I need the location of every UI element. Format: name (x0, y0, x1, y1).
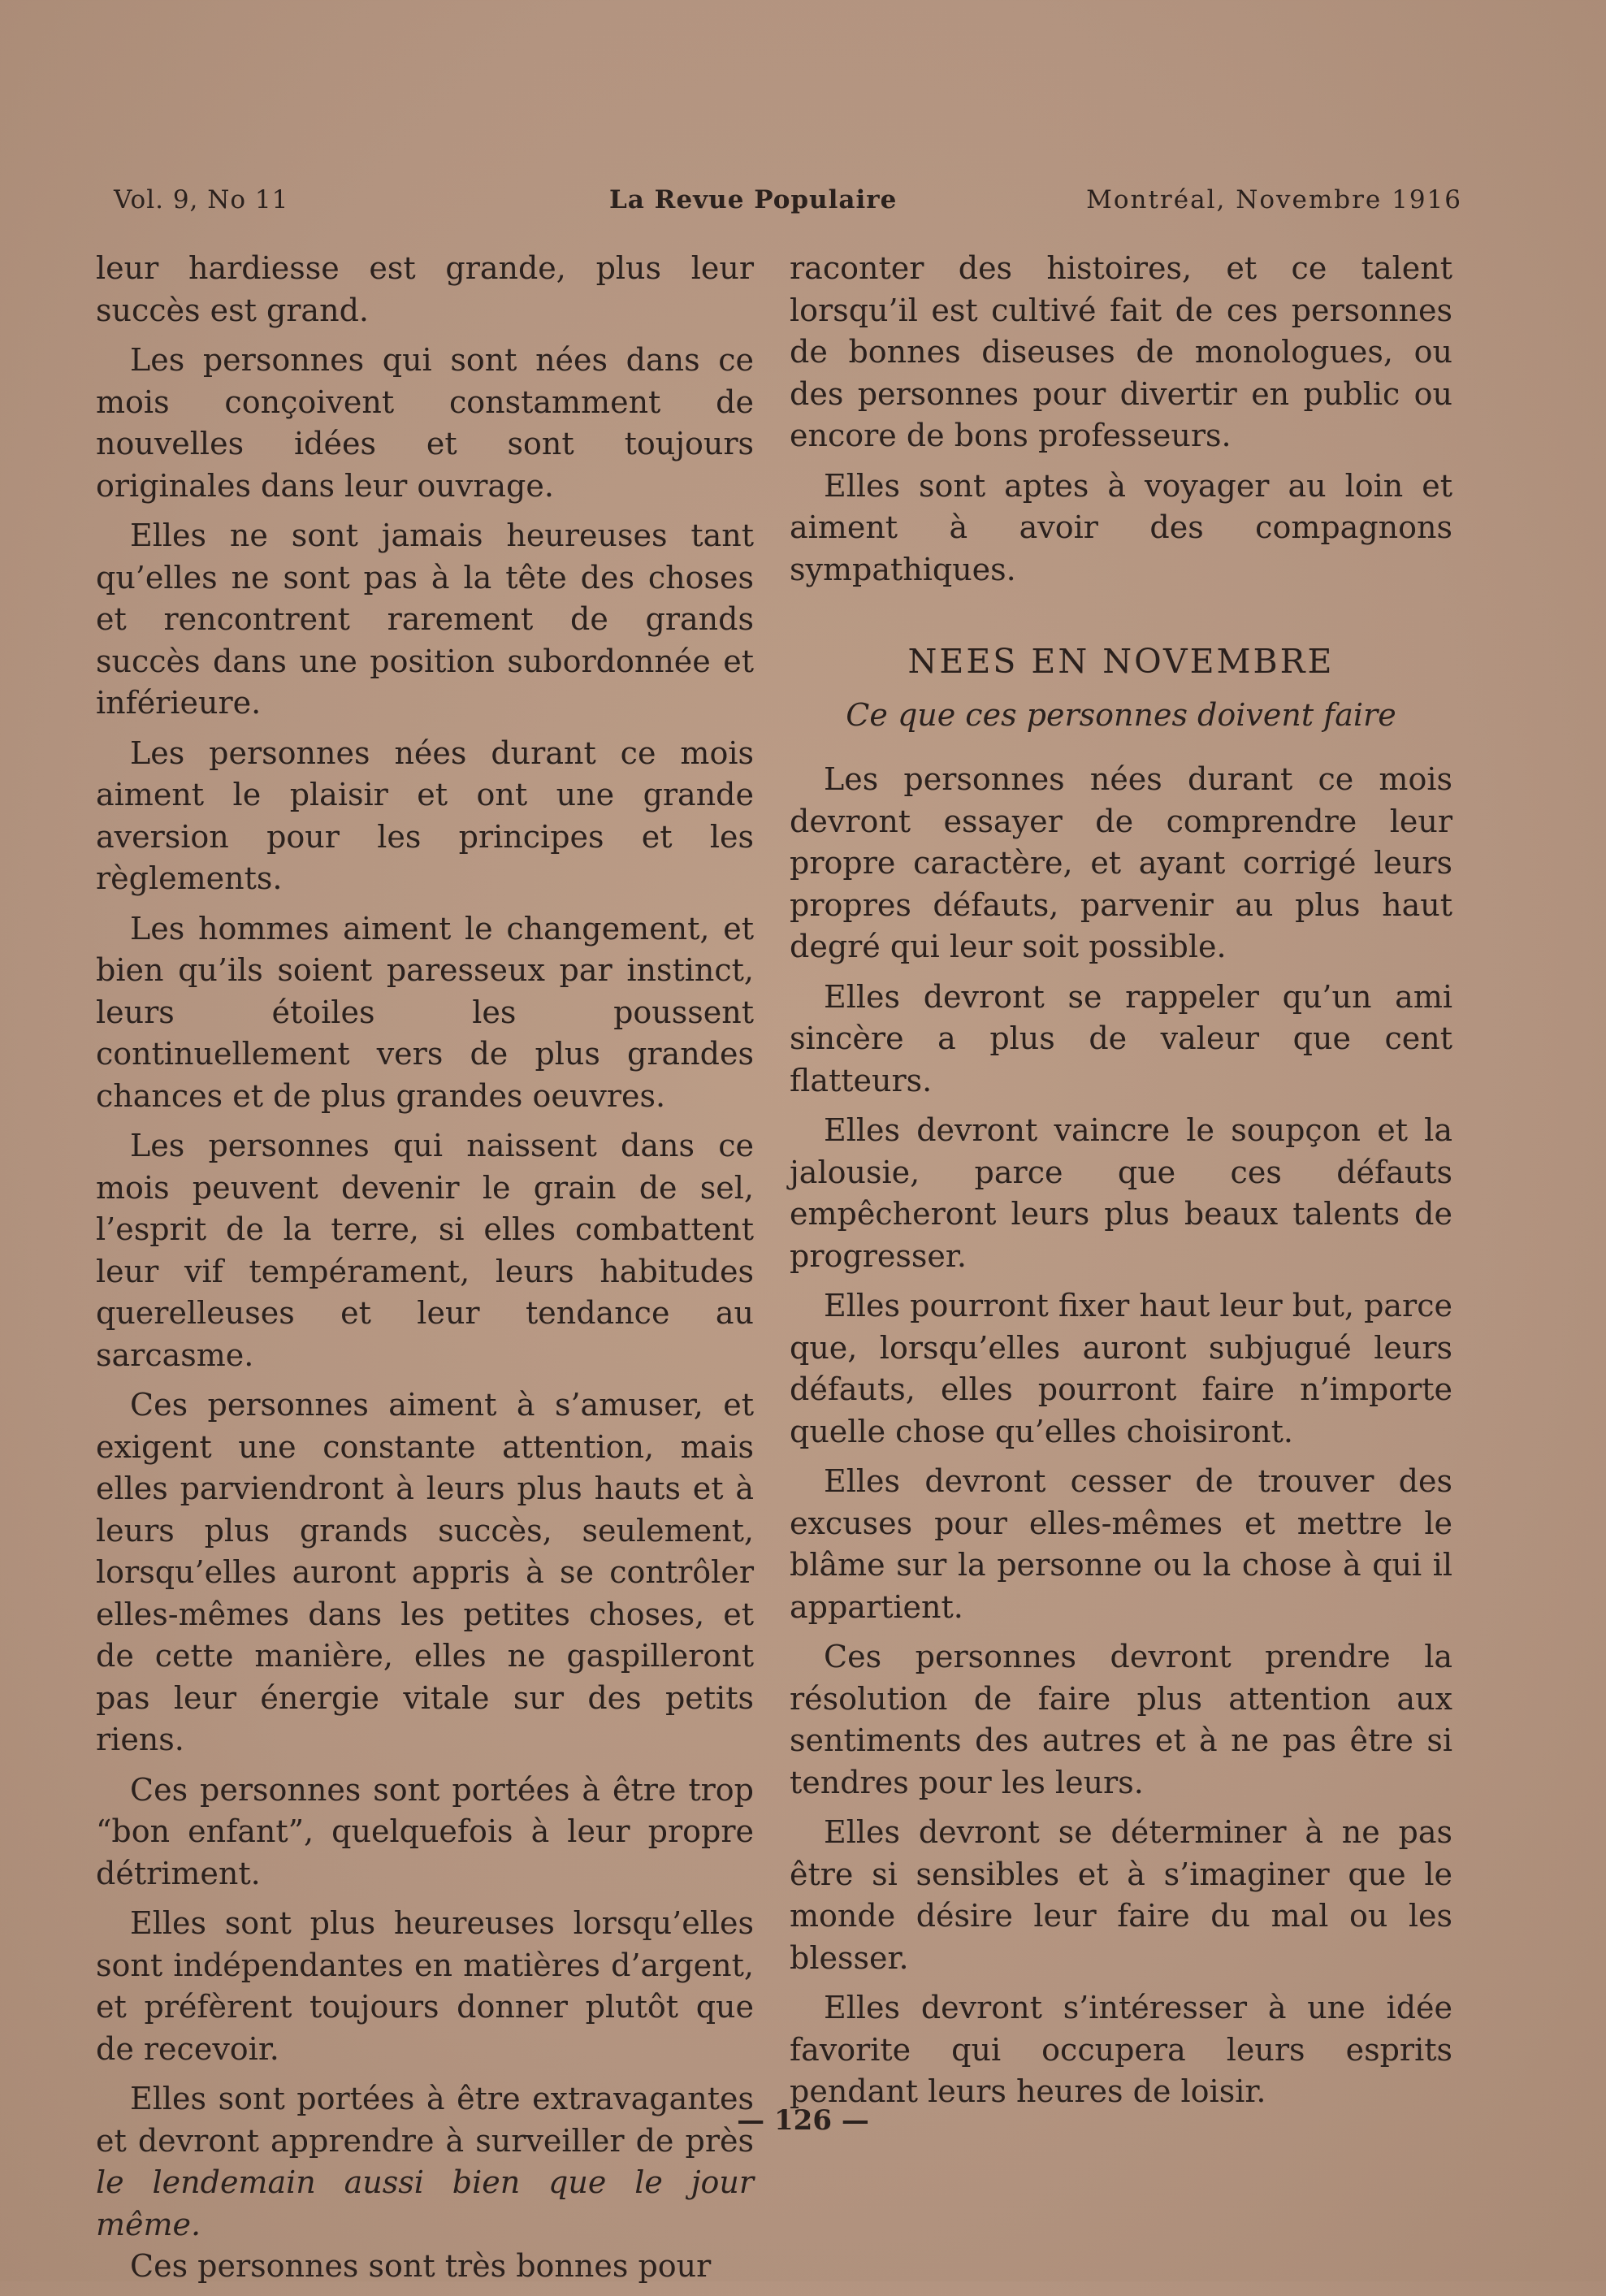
paragraph: raconter des histoires, et ce talent lorsqu’il est cultivé fait de ces personnes de bonnes diseuses de monologues, ou des personnes pour divertir en public ou encore de bons professeurs. (790, 250, 1452, 453)
paragraph: Elles devront vaincre le soupçon et la jalousie, parce que ces défauts empêcheront leurs plus beaux talents de progresser. (790, 1112, 1452, 1274)
paragraph: Elles devront se déterminer à ne pas être si sensibles et à s’imaginer que le monde désire leur faire du mal ou les blesser. (790, 1814, 1452, 1976)
section-heading: NEES EN NOVEMBRE (907, 642, 1335, 681)
paragraph: Ces personnes aiment à s’amuser, et exigent une constante attention, mais elles parviendront à leurs plus hauts et à leurs plus grands succès, seulement, lorsqu’elles auront appris à se contrôler elles-mêmes dans les petites choses, et de cette manière, elles ne gaspilleront pas leur énergie vitale sur des petits riens. (96, 1387, 754, 1757)
paragraph: Ces personnes sont très bonnes pour (130, 2248, 712, 2284)
italic-phrase: le lendemain aussi bien que le jour même. (96, 2164, 754, 2242)
paragraph: Ces personnes devront prendre la résolution de faire plus attention aux sentiments des autres et à ne pas être si tendres pour les leurs. (790, 1639, 1452, 1800)
paragraph: Elles devront s’intéresser à une idée favorite qui occupera leurs esprits pendant leurs heures de loisir. (790, 1990, 1452, 2109)
paragraph: Elles devront se rappeler qu’un ami sincère a plus de valeur que cent flatteurs. (790, 978, 1452, 1098)
paragraph: Les personnes qui sont nées dans ce mois conçoivent constamment de nouvelles idées et sont toujours originales dans leur ouvrage. (96, 342, 754, 504)
section-subheading: Ce que ces personnes doivent faire (846, 696, 1396, 733)
paragraph (96, 2078, 754, 2246)
paragraph: Elles sont plus heureuses lorsqu’elles sont indépendantes en matières d’argent, et préfèrent toujours donner plutôt que de recevoir. (96, 1905, 754, 2067)
paragraph: Elles devront cesser de trouver des excuses pour elles-mêmes et mettre le blâme sur la personne ou la chose à qui il appartient. (790, 1463, 1452, 1625)
running-header (114, 185, 1462, 234)
publication-title: La Revue Populaire (609, 185, 898, 214)
left-column (96, 248, 754, 2296)
place-date: Montréal, Novembre 1916 (1086, 185, 1462, 214)
page-number: — 126 — (737, 2104, 869, 2137)
right-column (790, 248, 1452, 2121)
paragraph: Elles sont aptes à voyager au loin et aiment à avoir des compagnons sympathiques. (790, 467, 1452, 587)
paragraph: leur hardiesse est grande, plus leur succès est grand. (96, 250, 754, 328)
paragraph: Ces personnes sont portées à être trop “bon enfant”, quelquefois à leur propre détriment. (96, 1771, 754, 1891)
volume-number: Vol. 9, No 11 (114, 185, 289, 214)
paragraph-text: Elles sont portées à être extravagantes et devront apprendre à surveiller de près (96, 2081, 754, 2159)
paragraph: Les hommes aiment le changement, et bien qu’ils soient paresseux par instinct, leurs étoiles les poussent continuellement vers de plus grandes chances et de plus grandes oeuvres. (96, 910, 754, 1114)
paragraph: Elles pourront fixer haut leur but, parce que, lorsqu’elles auront subjugué leurs défauts, elles pourront faire n’importe quelle chose qu’elles choisiront. (790, 1288, 1452, 1449)
paragraph: Les personnes nées durant ce mois aiment le plaisir et ont une grande aversion pour les principes et les règlements. (96, 734, 754, 896)
paragraph: Les personnes qui naissent dans ce mois peuvent devenir le grain de sel, l’esprit de la terre, si elles combattent leur vif tempérament, leurs habitudes querelleuses et leur tendance au sarcasme. (96, 1128, 754, 1373)
paragraph: Les personnes nées durant ce mois devront essayer de comprendre leur propre caractère, et ayant corrigé leurs propres défauts, parvenir au plus haut degré qui leur soit possible. (790, 761, 1452, 964)
paragraph: Elles ne sont jamais heureuses tant qu’elles ne sont pas à la tête des choses et rencontrent rarement de grands succès dans une position subordonnée et inférieure. (96, 518, 754, 721)
